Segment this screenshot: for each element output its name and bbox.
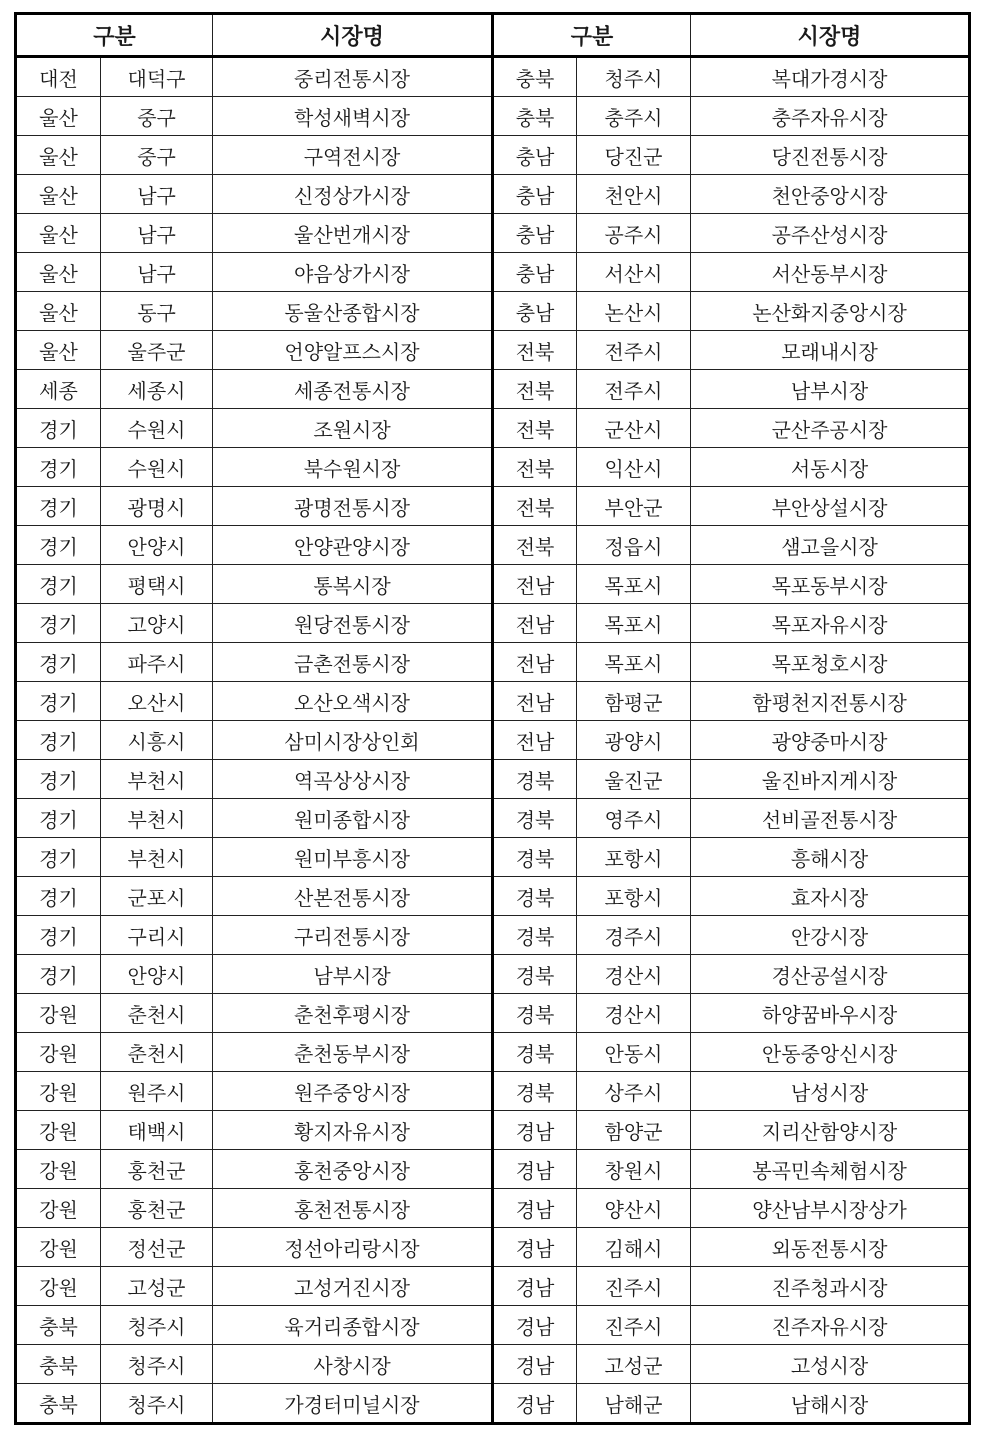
right-city-cell: 전주시 (577, 331, 691, 370)
left-market-cell: 동울산종합시장 (213, 292, 493, 331)
left-market-cell: 사창시장 (213, 1345, 493, 1384)
right-city-cell: 진주시 (577, 1267, 691, 1306)
left-market-cell: 금촌전통시장 (213, 643, 493, 682)
left-market-cell: 원미부흥시장 (213, 838, 493, 877)
left-region-cell: 울산 (16, 175, 101, 214)
left-region-cell: 경기 (16, 682, 101, 721)
left-region-cell: 경기 (16, 721, 101, 760)
left-market-cell: 원주중앙시장 (213, 1072, 493, 1111)
right-city-cell: 함평군 (577, 682, 691, 721)
right-city-cell: 포항시 (577, 838, 691, 877)
right-market-cell: 목포청호시장 (691, 643, 970, 682)
right-market-cell: 안동중앙신시장 (691, 1033, 970, 1072)
table-row (16, 214, 970, 253)
right-city-cell: 익산시 (577, 448, 691, 487)
left-market-cell: 춘천후평시장 (213, 994, 493, 1033)
left-market-cell: 울산번개시장 (213, 214, 493, 253)
left-city-cell: 울주군 (101, 331, 213, 370)
right-region-cell: 경북 (493, 838, 577, 877)
right-region-cell: 경북 (493, 1072, 577, 1111)
right-city-cell: 정읍시 (577, 526, 691, 565)
right-city-cell: 포항시 (577, 877, 691, 916)
right-market-cell: 경산공설시장 (691, 955, 970, 994)
right-city-cell: 청주시 (577, 57, 691, 97)
table-row (16, 1306, 970, 1345)
table-row (16, 955, 970, 994)
table-row (16, 760, 970, 799)
left-market-cell: 가경터미널시장 (213, 1384, 493, 1424)
right-market-cell: 목포자유시장 (691, 604, 970, 643)
right-city-cell: 목포시 (577, 604, 691, 643)
table-row (16, 292, 970, 331)
left-region-cell: 경기 (16, 604, 101, 643)
right-region-cell: 전북 (493, 526, 577, 565)
right-city-cell: 김해시 (577, 1228, 691, 1267)
right-region-cell: 충남 (493, 253, 577, 292)
left-city-cell: 시흥시 (101, 721, 213, 760)
right-region-cell: 경북 (493, 877, 577, 916)
right-city-cell: 목포시 (577, 643, 691, 682)
table-row (16, 1189, 970, 1228)
left-city-cell: 구리시 (101, 916, 213, 955)
right-city-cell: 경산시 (577, 994, 691, 1033)
left-market-cell: 신정상가시장 (213, 175, 493, 214)
right-city-cell: 부안군 (577, 487, 691, 526)
table-row (16, 1228, 970, 1267)
right-city-cell: 공주시 (577, 214, 691, 253)
right-market-cell: 함평천지전통시장 (691, 682, 970, 721)
right-market-cell: 천안중앙시장 (691, 175, 970, 214)
table-row (16, 604, 970, 643)
left-city-cell: 남구 (101, 175, 213, 214)
right-region-cell: 경남 (493, 1150, 577, 1189)
table-row (16, 526, 970, 565)
right-city-cell: 창원시 (577, 1150, 691, 1189)
table-row (16, 136, 970, 175)
header-right-group: 구분 (493, 14, 691, 57)
left-market-cell: 원미종합시장 (213, 799, 493, 838)
table-row (16, 448, 970, 487)
left-market-cell: 홍천전통시장 (213, 1189, 493, 1228)
right-region-cell: 전남 (493, 565, 577, 604)
right-region-cell: 전남 (493, 682, 577, 721)
right-region-cell: 충북 (493, 57, 577, 97)
left-region-cell: 강원 (16, 1267, 101, 1306)
left-region-cell: 울산 (16, 292, 101, 331)
right-city-cell: 경산시 (577, 955, 691, 994)
right-city-cell: 논산시 (577, 292, 691, 331)
left-city-cell: 부천시 (101, 838, 213, 877)
right-market-cell: 광양중마시장 (691, 721, 970, 760)
table-row (16, 682, 970, 721)
right-city-cell: 당진군 (577, 136, 691, 175)
left-market-cell: 정선아리랑시장 (213, 1228, 493, 1267)
right-market-cell: 안강시장 (691, 916, 970, 955)
right-region-cell: 경남 (493, 1306, 577, 1345)
left-city-cell: 춘천시 (101, 994, 213, 1033)
right-market-cell: 울진바지게시장 (691, 760, 970, 799)
right-market-cell: 선비골전통시장 (691, 799, 970, 838)
right-market-cell: 충주자유시장 (691, 97, 970, 136)
right-region-cell: 전북 (493, 331, 577, 370)
market-table-wrapper (14, 12, 968, 1425)
right-market-cell: 샘고을시장 (691, 526, 970, 565)
right-city-cell: 울진군 (577, 760, 691, 799)
table-row (16, 1267, 970, 1306)
left-market-cell: 통복시장 (213, 565, 493, 604)
right-market-cell: 진주청과시장 (691, 1267, 970, 1306)
left-region-cell: 경기 (16, 487, 101, 526)
right-region-cell: 경남 (493, 1345, 577, 1384)
header-right-name: 시장명 (691, 14, 970, 57)
right-region-cell: 전북 (493, 448, 577, 487)
right-region-cell: 경북 (493, 799, 577, 838)
left-city-cell: 남구 (101, 253, 213, 292)
right-region-cell: 경남 (493, 1111, 577, 1150)
left-region-cell: 경기 (16, 916, 101, 955)
left-market-cell: 안양관양시장 (213, 526, 493, 565)
table-row (16, 370, 970, 409)
header-left-group: 구분 (16, 14, 213, 57)
right-market-cell: 봉곡민속체험시장 (691, 1150, 970, 1189)
right-city-cell: 고성군 (577, 1345, 691, 1384)
left-region-cell: 강원 (16, 1150, 101, 1189)
table-row (16, 643, 970, 682)
left-city-cell: 수원시 (101, 448, 213, 487)
left-city-cell: 춘천시 (101, 1033, 213, 1072)
left-city-cell: 오산시 (101, 682, 213, 721)
right-region-cell: 충북 (493, 97, 577, 136)
right-region-cell: 충남 (493, 214, 577, 253)
right-region-cell: 경북 (493, 994, 577, 1033)
table-row (16, 1111, 970, 1150)
right-city-cell: 천안시 (577, 175, 691, 214)
left-market-cell: 언양알프스시장 (213, 331, 493, 370)
right-region-cell: 경북 (493, 1033, 577, 1072)
left-region-cell: 경기 (16, 409, 101, 448)
right-region-cell: 경남 (493, 1189, 577, 1228)
left-market-cell: 산본전통시장 (213, 877, 493, 916)
left-market-cell: 황지자유시장 (213, 1111, 493, 1150)
right-market-cell: 지리산함양시장 (691, 1111, 970, 1150)
left-city-cell: 부천시 (101, 799, 213, 838)
right-market-cell: 하양꿈바우시장 (691, 994, 970, 1033)
left-region-cell: 울산 (16, 253, 101, 292)
left-region-cell: 충북 (16, 1384, 101, 1424)
left-region-cell: 경기 (16, 643, 101, 682)
right-region-cell: 전북 (493, 409, 577, 448)
right-market-cell: 당진전통시장 (691, 136, 970, 175)
right-market-cell: 복대가경시장 (691, 57, 970, 97)
right-market-cell: 모래내시장 (691, 331, 970, 370)
right-market-cell: 남해시장 (691, 1384, 970, 1424)
left-region-cell: 경기 (16, 565, 101, 604)
left-region-cell: 울산 (16, 214, 101, 253)
table-row (16, 331, 970, 370)
left-city-cell: 파주시 (101, 643, 213, 682)
table-row (16, 1150, 970, 1189)
left-city-cell: 원주시 (101, 1072, 213, 1111)
left-region-cell: 세종 (16, 370, 101, 409)
left-region-cell: 충북 (16, 1345, 101, 1384)
left-market-cell: 조원시장 (213, 409, 493, 448)
right-region-cell: 경남 (493, 1267, 577, 1306)
left-region-cell: 강원 (16, 994, 101, 1033)
right-city-cell: 영주시 (577, 799, 691, 838)
right-region-cell: 충남 (493, 175, 577, 214)
left-market-cell: 고성거진시장 (213, 1267, 493, 1306)
right-city-cell: 목포시 (577, 565, 691, 604)
right-market-cell: 서산동부시장 (691, 253, 970, 292)
left-city-cell: 안양시 (101, 955, 213, 994)
left-market-cell: 춘천동부시장 (213, 1033, 493, 1072)
right-city-cell: 서산시 (577, 253, 691, 292)
right-market-cell: 남부시장 (691, 370, 970, 409)
right-city-cell: 상주시 (577, 1072, 691, 1111)
right-region-cell: 전남 (493, 721, 577, 760)
right-region-cell: 충남 (493, 136, 577, 175)
market-table-body (16, 57, 970, 1424)
right-city-cell: 군산시 (577, 409, 691, 448)
table-row (16, 721, 970, 760)
right-region-cell: 경남 (493, 1228, 577, 1267)
left-market-cell: 홍천중앙시장 (213, 1150, 493, 1189)
table-row (16, 487, 970, 526)
right-market-cell: 남성시장 (691, 1072, 970, 1111)
table-row (16, 799, 970, 838)
right-market-cell: 양산남부시장상가 (691, 1189, 970, 1228)
right-region-cell: 전남 (493, 643, 577, 682)
left-region-cell: 경기 (16, 877, 101, 916)
table-row (16, 253, 970, 292)
table-row (16, 175, 970, 214)
left-market-cell: 역곡상상시장 (213, 760, 493, 799)
left-city-cell: 홍천군 (101, 1150, 213, 1189)
right-market-cell: 부안상설시장 (691, 487, 970, 526)
right-market-cell: 진주자유시장 (691, 1306, 970, 1345)
left-region-cell: 강원 (16, 1111, 101, 1150)
left-region-cell: 경기 (16, 955, 101, 994)
right-city-cell: 경주시 (577, 916, 691, 955)
left-city-cell: 정선군 (101, 1228, 213, 1267)
left-city-cell: 남구 (101, 214, 213, 253)
left-city-cell: 군포시 (101, 877, 213, 916)
right-market-cell: 군산주공시장 (691, 409, 970, 448)
left-market-cell: 삼미시장상인회 (213, 721, 493, 760)
left-market-cell: 남부시장 (213, 955, 493, 994)
left-region-cell: 대전 (16, 57, 101, 97)
right-market-cell: 고성시장 (691, 1345, 970, 1384)
left-city-cell: 홍천군 (101, 1189, 213, 1228)
left-region-cell: 강원 (16, 1189, 101, 1228)
right-city-cell: 함양군 (577, 1111, 691, 1150)
left-market-cell: 중리전통시장 (213, 57, 493, 97)
header-left-name: 시장명 (213, 14, 493, 57)
table-row (16, 1384, 970, 1424)
table-row (16, 1033, 970, 1072)
left-city-cell: 고양시 (101, 604, 213, 643)
table-row (16, 97, 970, 136)
left-city-cell: 중구 (101, 136, 213, 175)
left-region-cell: 경기 (16, 799, 101, 838)
right-market-cell: 서동시장 (691, 448, 970, 487)
right-city-cell: 진주시 (577, 1306, 691, 1345)
table-row (16, 994, 970, 1033)
left-region-cell: 울산 (16, 136, 101, 175)
right-region-cell: 경북 (493, 916, 577, 955)
left-region-cell: 충북 (16, 1306, 101, 1345)
right-market-cell: 목포동부시장 (691, 565, 970, 604)
table-row (16, 877, 970, 916)
right-market-cell: 외동전통시장 (691, 1228, 970, 1267)
left-market-cell: 구역전시장 (213, 136, 493, 175)
left-region-cell: 강원 (16, 1033, 101, 1072)
right-city-cell: 광양시 (577, 721, 691, 760)
left-city-cell: 고성군 (101, 1267, 213, 1306)
left-city-cell: 수원시 (101, 409, 213, 448)
right-market-cell: 논산화지중앙시장 (691, 292, 970, 331)
left-city-cell: 평택시 (101, 565, 213, 604)
left-region-cell: 경기 (16, 526, 101, 565)
left-city-cell: 태백시 (101, 1111, 213, 1150)
left-city-cell: 안양시 (101, 526, 213, 565)
right-region-cell: 충남 (493, 292, 577, 331)
table-row (16, 409, 970, 448)
right-market-cell: 흥해시장 (691, 838, 970, 877)
right-market-cell: 공주산성시장 (691, 214, 970, 253)
right-region-cell: 전남 (493, 604, 577, 643)
left-market-cell: 원당전통시장 (213, 604, 493, 643)
right-region-cell: 경남 (493, 1384, 577, 1424)
left-city-cell: 세종시 (101, 370, 213, 409)
header-row (16, 14, 970, 57)
right-city-cell: 양산시 (577, 1189, 691, 1228)
left-market-cell: 오산오색시장 (213, 682, 493, 721)
table-row (16, 565, 970, 604)
left-market-cell: 구리전통시장 (213, 916, 493, 955)
left-market-cell: 광명전통시장 (213, 487, 493, 526)
left-region-cell: 경기 (16, 838, 101, 877)
right-region-cell: 경북 (493, 955, 577, 994)
left-city-cell: 중구 (101, 97, 213, 136)
left-city-cell: 광명시 (101, 487, 213, 526)
market-table (14, 12, 971, 1425)
table-row (16, 838, 970, 877)
right-region-cell: 전북 (493, 487, 577, 526)
left-region-cell: 울산 (16, 331, 101, 370)
right-city-cell: 남해군 (577, 1384, 691, 1424)
left-region-cell: 경기 (16, 448, 101, 487)
left-market-cell: 세종전통시장 (213, 370, 493, 409)
right-region-cell: 전북 (493, 370, 577, 409)
right-city-cell: 충주시 (577, 97, 691, 136)
table-row (16, 916, 970, 955)
right-market-cell: 효자시장 (691, 877, 970, 916)
table-row (16, 1345, 970, 1384)
table-row (16, 1072, 970, 1111)
left-market-cell: 북수원시장 (213, 448, 493, 487)
left-market-cell: 야음상가시장 (213, 253, 493, 292)
left-market-cell: 학성새벽시장 (213, 97, 493, 136)
left-city-cell: 청주시 (101, 1345, 213, 1384)
left-region-cell: 강원 (16, 1072, 101, 1111)
left-region-cell: 울산 (16, 97, 101, 136)
left-city-cell: 부천시 (101, 760, 213, 799)
left-market-cell: 육거리종합시장 (213, 1306, 493, 1345)
right-city-cell: 안동시 (577, 1033, 691, 1072)
right-region-cell: 경북 (493, 760, 577, 799)
table-row (16, 57, 970, 97)
left-region-cell: 경기 (16, 760, 101, 799)
left-region-cell: 강원 (16, 1228, 101, 1267)
right-city-cell: 전주시 (577, 370, 691, 409)
left-city-cell: 대덕구 (101, 57, 213, 97)
left-city-cell: 청주시 (101, 1384, 213, 1424)
left-city-cell: 청주시 (101, 1306, 213, 1345)
left-city-cell: 동구 (101, 292, 213, 331)
